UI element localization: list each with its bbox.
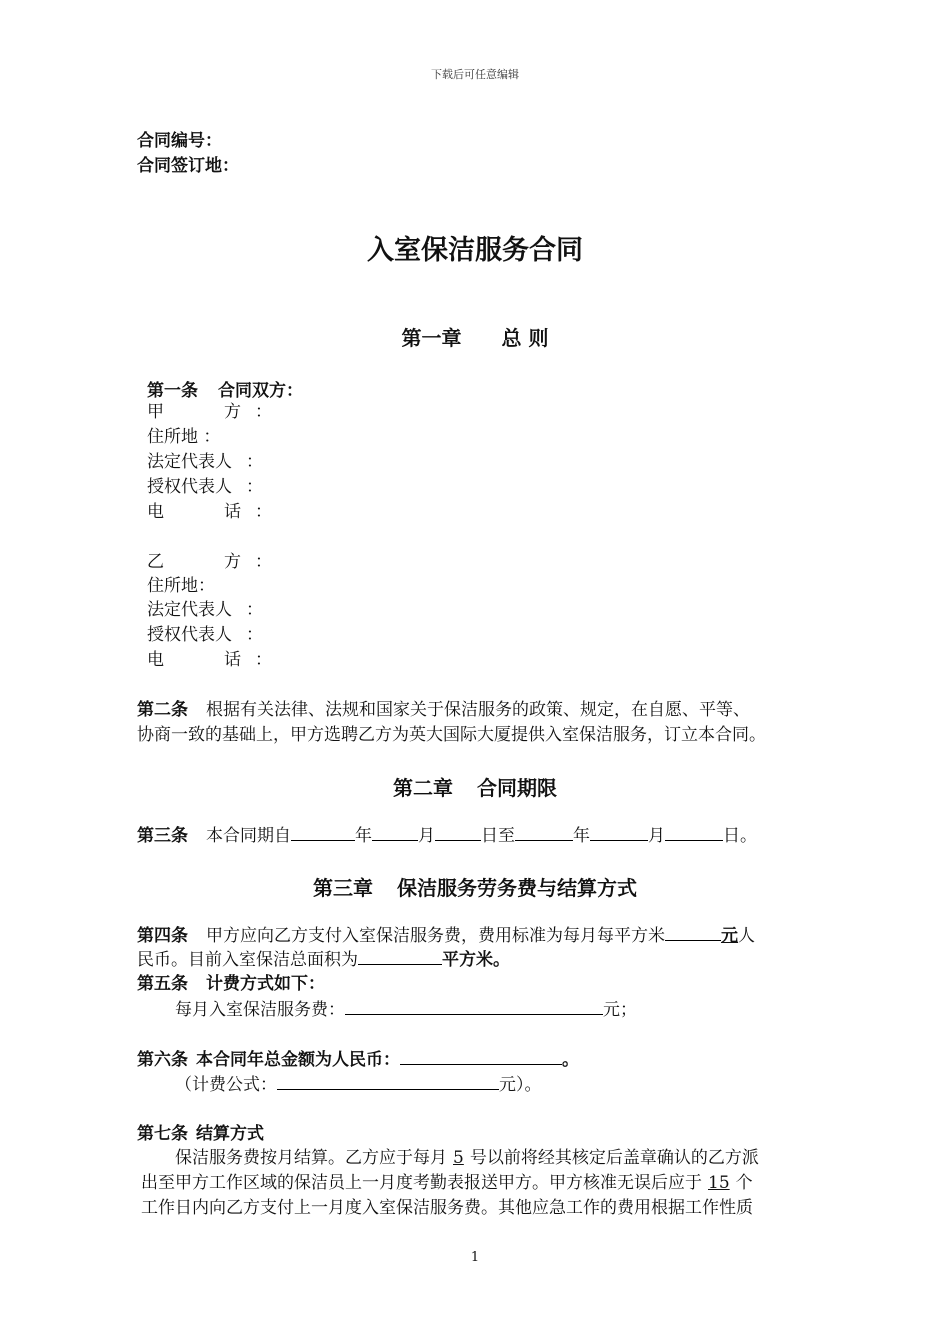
party-a-colon: ： bbox=[255, 402, 272, 422]
page-header: 下载后可任意编辑 bbox=[431, 68, 519, 81]
article-4-text-2b: 平方米。 bbox=[442, 950, 510, 970]
party-a-legal-rep-row bbox=[147, 450, 263, 475]
start-year-blank[interactable] bbox=[291, 823, 355, 841]
party-b-legal-rep: 法定代表人 bbox=[147, 600, 232, 620]
article-2-line-1 bbox=[137, 698, 750, 723]
contract-number-label: 合同编号： bbox=[137, 131, 222, 151]
article-3-month-2: 月 bbox=[648, 826, 665, 846]
monthly-fee-blank[interactable] bbox=[345, 997, 603, 1015]
article-6-line bbox=[137, 1047, 579, 1073]
article-6-text: 本合同年总金额为人民币： bbox=[196, 1050, 400, 1070]
party-b-name-row bbox=[147, 550, 272, 575]
party-a-name-row bbox=[147, 400, 272, 425]
chapter-2-heading bbox=[0, 772, 950, 801]
chapter-1-name: 总 则 bbox=[501, 326, 549, 350]
party-b-phone-char-2: 话 bbox=[224, 650, 241, 670]
party-a-legal-rep: 法定代表人 bbox=[147, 452, 232, 472]
start-day-blank[interactable] bbox=[435, 823, 481, 841]
article-3-day-to: 日至 bbox=[481, 826, 515, 846]
page-number: 1 bbox=[470, 1250, 480, 1265]
article-6-end: 。 bbox=[562, 1050, 579, 1070]
party-a-address: 住所地 ： bbox=[147, 427, 221, 447]
party-a-phone-char-1: 电 bbox=[147, 502, 164, 522]
article-7-text-2b: 个 bbox=[735, 1173, 753, 1193]
formula-label: （计费公式： bbox=[175, 1075, 277, 1095]
party-a-phone-colon: ： bbox=[255, 502, 272, 522]
party-b-phone-row bbox=[147, 648, 272, 673]
end-day-blank[interactable] bbox=[665, 823, 723, 841]
article-7-text-1b: 号以前将经其核定后盖章确认的乙方派 bbox=[469, 1148, 759, 1168]
article-3-month: 月 bbox=[418, 826, 435, 846]
article-3-line bbox=[137, 823, 757, 849]
party-b-legal-rep-colon: ： bbox=[246, 600, 263, 620]
party-a-auth-rep-colon: ： bbox=[246, 477, 263, 497]
article-2-text-1: 根据有关法律、法规和国家关于保洁服务的政策、规定，在自愿、平等、 bbox=[206, 700, 750, 720]
article-4-line-2 bbox=[137, 947, 510, 973]
article-7-text: 结算方式 bbox=[196, 1124, 264, 1144]
article-4-label: 第四条 bbox=[137, 926, 188, 946]
party-b-auth-rep-row bbox=[147, 623, 263, 648]
article-4-text-1: 甲方应向乙方支付入室保洁服务费，费用标准为每月每平方米 bbox=[206, 926, 665, 946]
annual-total-blank[interactable] bbox=[400, 1047, 562, 1065]
article-3-day: 日。 bbox=[723, 826, 757, 846]
document-title: 入室保洁服务合同 bbox=[367, 235, 583, 266]
article-7-heading bbox=[137, 1122, 264, 1147]
article-5-heading bbox=[137, 972, 325, 997]
article-5-text: 计费方式如下： bbox=[206, 974, 325, 994]
article-7-text-2: 出至甲方工作区域的保洁员上一月度考勤表报送甲方。甲方核准无误后应于 bbox=[141, 1173, 702, 1193]
article-7-text-1: 保洁服务费按月结算。乙方应于每月 bbox=[175, 1148, 447, 1168]
chapter-3-heading bbox=[0, 872, 950, 901]
unit-price-blank[interactable] bbox=[665, 923, 721, 941]
party-a-phone-row bbox=[147, 500, 272, 525]
chapter-3-name: 保洁服务劳务费与结算方式 bbox=[397, 876, 637, 900]
article-2-label: 第二条 bbox=[137, 700, 188, 720]
chapter-3-number: 第三章 bbox=[313, 876, 373, 900]
article-3-year: 年 bbox=[355, 826, 372, 846]
article-5-label: 第五条 bbox=[137, 974, 188, 994]
chapter-1-heading bbox=[0, 322, 950, 351]
formula-blank[interactable] bbox=[277, 1072, 499, 1090]
party-a-legal-rep-colon: ： bbox=[246, 452, 263, 472]
article-1-heading bbox=[147, 376, 303, 401]
payment-days-value: 15 bbox=[708, 1173, 730, 1193]
party-b-char-2: 方 bbox=[224, 552, 241, 572]
party-a-auth-rep: 授权代表人 bbox=[147, 477, 232, 497]
article-4-text-2: 民币。目前入室保洁总面积为 bbox=[137, 950, 358, 970]
chapter-2-number: 第二章 bbox=[393, 776, 453, 800]
article-7-line-1 bbox=[175, 1146, 759, 1171]
article-4-line-1 bbox=[137, 923, 755, 949]
formula-end: 元）。 bbox=[499, 1075, 542, 1095]
party-b-auth-rep-colon: ： bbox=[246, 625, 263, 645]
article-1-label: 第一条 bbox=[147, 381, 198, 401]
article-4-text-1b: 人 bbox=[738, 926, 755, 946]
party-b-auth-rep: 授权代表人 bbox=[147, 625, 232, 645]
article-3-year-2: 年 bbox=[573, 826, 590, 846]
party-b-phone-char-1: 电 bbox=[147, 650, 164, 670]
article-5-fee-line bbox=[175, 997, 637, 1023]
area-blank[interactable] bbox=[358, 947, 442, 965]
article-4-unit: 元 bbox=[721, 926, 738, 946]
end-month-blank[interactable] bbox=[590, 823, 648, 841]
party-a-char-2: 方 bbox=[224, 402, 241, 422]
party-a-phone-char-2: 话 bbox=[224, 502, 241, 522]
article-2-line-2: 协商一致的基础上，甲方选聘乙方为英大国际大厦提供入室保洁服务，订立本合同。 bbox=[137, 725, 766, 745]
article-7-label: 第七条 bbox=[137, 1124, 188, 1144]
party-a-auth-rep-row bbox=[147, 475, 263, 500]
party-b-address: 住所地： bbox=[147, 576, 215, 596]
report-day-value: 5 bbox=[453, 1148, 464, 1168]
article-1-text: 合同双方： bbox=[218, 381, 303, 401]
party-a-char-1: 甲 bbox=[147, 402, 164, 422]
party-b-colon: ： bbox=[255, 552, 272, 572]
article-6-label: 第六条 bbox=[137, 1050, 188, 1070]
chapter-1-number: 第一章 bbox=[401, 326, 462, 350]
chapter-2-name: 合同期限 bbox=[477, 776, 557, 800]
article-3-label: 第三条 bbox=[137, 826, 188, 846]
article-6-formula-line bbox=[175, 1072, 542, 1098]
party-b-char-1: 乙 bbox=[147, 552, 164, 572]
article-7-line-3: 工作日内向乙方支付上一月度入室保洁服务费。其他应急工作的费用根据工作性质 bbox=[141, 1198, 753, 1218]
party-b-phone-colon: ： bbox=[255, 650, 272, 670]
start-month-blank[interactable] bbox=[372, 823, 418, 841]
sign-place-label: 合同签订地： bbox=[137, 156, 239, 176]
monthly-fee-end: 元； bbox=[603, 1000, 637, 1020]
party-b-legal-rep-row bbox=[147, 598, 263, 623]
article-3-pre: 本合同期自 bbox=[206, 826, 291, 846]
end-year-blank[interactable] bbox=[515, 823, 573, 841]
article-7-line-2 bbox=[141, 1171, 753, 1196]
monthly-fee-label: 每月入室保洁服务费： bbox=[175, 1000, 345, 1020]
